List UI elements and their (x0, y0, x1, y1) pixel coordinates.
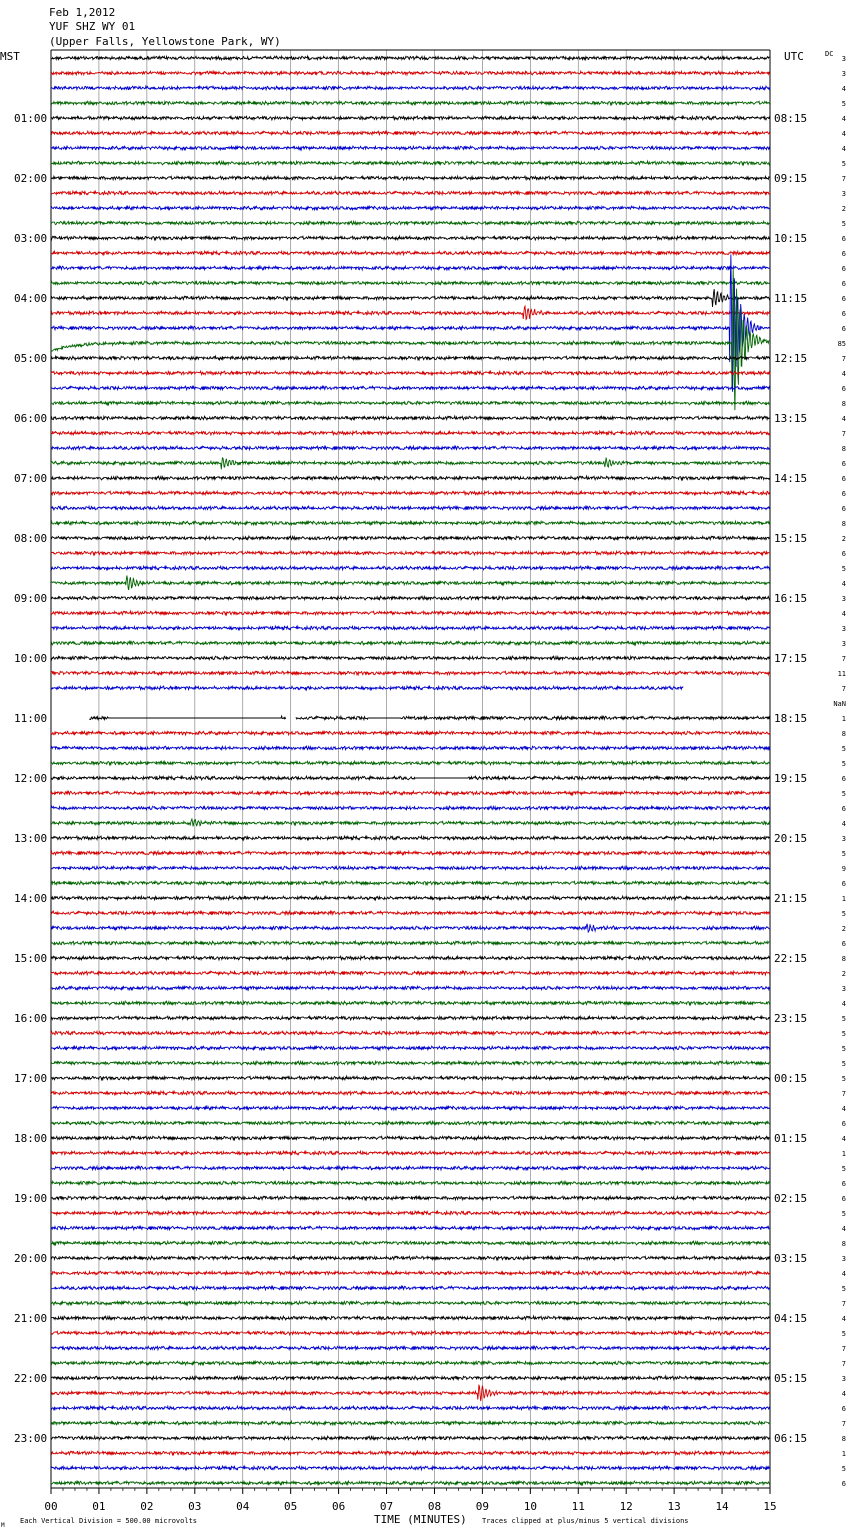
trace-row (51, 536, 770, 540)
dc-offset-value: 5 (841, 160, 846, 168)
trace-row (51, 1241, 770, 1245)
right-axis-label: UTC (784, 50, 804, 63)
dc-offset-value: 4 (841, 820, 846, 828)
dc-offset-value: 4 (841, 370, 846, 378)
trace-row (51, 71, 770, 75)
trace-row (51, 306, 770, 319)
dc-offset-value: 3 (841, 640, 846, 648)
trace-row (51, 671, 770, 675)
trace-row (51, 776, 770, 780)
trace-row (51, 191, 770, 195)
dc-offset-value: 8 (841, 1240, 846, 1248)
dc-offset-value: 6 (841, 265, 846, 273)
trace-row (51, 255, 770, 392)
trace-row (51, 851, 770, 855)
dc-offset-value: 4 (841, 1390, 846, 1398)
dc-offset-value: 4 (841, 580, 846, 588)
trace-row (51, 1016, 770, 1020)
trace-row (51, 1481, 770, 1485)
trace-row (51, 761, 770, 765)
left-axis-label: MST (0, 50, 20, 63)
dc-offset-value: 6 (841, 1120, 846, 1128)
header-station: YUF SHZ WY 01 (49, 20, 136, 33)
dc-offset-value: 5 (841, 1465, 846, 1473)
dc-offset-value: 6 (841, 250, 846, 258)
trace-row (51, 506, 770, 510)
trace-row (51, 656, 770, 660)
trace-row (51, 446, 770, 450)
x-tick-label: 12 (619, 1500, 633, 1513)
dc-offset-value: 2 (841, 970, 846, 978)
mst-hour-label: 19:00 (14, 1192, 48, 1205)
dc-offset-value: 5 (841, 760, 846, 768)
utc-hour-label: 03:15 (774, 1252, 808, 1265)
mst-hour-label: 22:00 (14, 1372, 48, 1385)
trace-row (51, 236, 770, 240)
mst-hour-label: 15:00 (14, 952, 48, 965)
utc-hour-label: 21:15 (774, 892, 808, 905)
trace-row (51, 356, 770, 360)
dc-offset-value: 4 (841, 415, 846, 423)
trace-row (51, 1286, 770, 1290)
dc-offset-value: 3 (841, 1375, 846, 1383)
utc-hour-label: 17:15 (774, 652, 808, 665)
dc-offset-value: 4 (841, 1270, 846, 1278)
trace-row (51, 371, 770, 375)
mst-hour-label: 03:00 (14, 232, 48, 245)
trace-row (51, 476, 770, 480)
trace-row (51, 1151, 770, 1155)
trace-row (51, 1346, 770, 1350)
trace-row (51, 1256, 770, 1260)
utc-hour-label: 15:15 (774, 532, 808, 545)
trace-row (51, 806, 770, 810)
dc-offset-value: 7 (841, 1360, 846, 1368)
dc-offset-value: 8 (841, 730, 846, 738)
x-tick-label: 00 (44, 1500, 58, 1513)
trace-row (51, 1331, 770, 1335)
trace-row (51, 1001, 770, 1005)
trace-rows (51, 56, 770, 1485)
dc-offset-value: 7 (841, 685, 846, 693)
dc-offset-value: 5 (841, 1330, 846, 1338)
trace-row (51, 641, 770, 645)
dc-offset-value: 3 (841, 55, 846, 63)
dc-offset-value: 6 (841, 475, 846, 483)
x-tick-label: 13 (667, 1500, 681, 1513)
trace-row (51, 521, 770, 525)
trace-row (51, 431, 770, 435)
dc-offset-value: 1 (841, 1450, 846, 1458)
dc-offset-value: 4 (841, 145, 846, 153)
dc-offset-value: 5 (841, 1210, 846, 1218)
trace-row (90, 716, 771, 720)
dc-offset-value: 1 (841, 715, 846, 723)
mst-hour-label: 20:00 (14, 1252, 48, 1265)
x-axis-title: TIME (MINUTES) (374, 1513, 467, 1526)
trace-row (51, 836, 770, 840)
utc-hour-label: 11:15 (774, 292, 808, 305)
mst-hour-label: 06:00 (14, 412, 48, 425)
dc-offset-column (833, 55, 846, 1488)
utc-hour-label: 14:15 (774, 472, 808, 485)
trace-row (51, 401, 770, 405)
trace-row (51, 1136, 770, 1140)
x-tick-label: 15 (763, 1500, 777, 1513)
utc-hour-label: 10:15 (774, 232, 808, 245)
dc-offset-value: 6 (841, 805, 846, 813)
dc-offset-value: 3 (841, 70, 846, 78)
dc-offset-value: 2 (841, 925, 846, 933)
trace-row (51, 266, 770, 270)
trace-row (51, 911, 770, 915)
dc-offset-value: NaN (833, 700, 846, 708)
scale-note: Each Vertical Division = 500.00 microvolts (20, 1517, 198, 1525)
dc-offset-value: 5 (841, 790, 846, 798)
trace-row (51, 1436, 770, 1440)
trace-row (51, 176, 770, 180)
trace-row (51, 596, 770, 600)
dc-offset-value: 5 (841, 1285, 846, 1293)
x-tick-label: 09 (475, 1500, 490, 1513)
mst-hour-label: 17:00 (14, 1072, 48, 1085)
trace-row (51, 866, 770, 870)
trace-row (51, 566, 770, 570)
dc-offset-value: 7 (841, 175, 846, 183)
dc-label: DC (825, 50, 834, 58)
trace-row (51, 1421, 770, 1425)
x-tick-label: 02 (140, 1500, 154, 1513)
trace-row (51, 116, 770, 120)
trace-row (51, 458, 770, 470)
utc-hour-label: 13:15 (774, 412, 808, 425)
clip-note: Traces clipped at plus/minus 5 vertical divisions (482, 1517, 689, 1525)
utc-hour-label: 00:15 (774, 1072, 808, 1085)
utc-hour-label: 01:15 (774, 1132, 808, 1145)
trace-row (51, 56, 770, 60)
trace-row (51, 1196, 770, 1200)
dc-offset-value: 6 (841, 490, 846, 498)
trace-row (51, 1091, 770, 1095)
trace-row (51, 101, 770, 105)
dc-offset-value: 7 (841, 430, 846, 438)
dc-offset-value: 8 (841, 445, 846, 453)
x-tick-label: 08 (427, 1500, 442, 1513)
trace-row (51, 941, 770, 945)
dc-offset-value: 5 (841, 100, 846, 108)
x-axis (44, 1488, 776, 1513)
x-tick-label: 05 (284, 1500, 298, 1513)
mst-hour-label: 04:00 (14, 292, 48, 305)
trace-row (51, 1406, 770, 1410)
mst-hour-label: 13:00 (14, 832, 48, 845)
trace-row (51, 731, 770, 735)
dc-offset-value: 4 (841, 130, 846, 138)
dc-offset-value: 8 (841, 955, 846, 963)
dc-offset-value: 5 (841, 1015, 846, 1023)
dc-offset-value: 7 (841, 1300, 846, 1308)
dc-offset-value: 3 (841, 835, 846, 843)
trace-row (51, 1211, 770, 1215)
utc-hour-label: 02:15 (774, 1192, 808, 1205)
trace-row (51, 1316, 770, 1320)
trace-row (51, 626, 770, 630)
dc-offset-value: 1 (841, 1150, 846, 1158)
trace-row (51, 1166, 770, 1170)
utc-hour-label: 16:15 (774, 592, 808, 605)
dc-offset-value: 1 (841, 895, 846, 903)
dc-offset-value: 4 (841, 115, 846, 123)
trace-row (51, 281, 770, 285)
dc-offset-value: 4 (841, 1105, 846, 1113)
dc-offset-value: 6 (841, 295, 846, 303)
trace-row (51, 1181, 770, 1185)
x-tick-label: 03 (188, 1500, 202, 1513)
dc-offset-value: 3 (841, 190, 846, 198)
dc-offset-value: 2 (841, 205, 846, 213)
trace-row (51, 1076, 770, 1080)
dc-offset-value: 3 (841, 625, 846, 633)
trace-row (51, 896, 770, 900)
dc-offset-value: 8 (841, 1435, 846, 1443)
trace-row (51, 386, 770, 390)
dc-offset-value: 5 (841, 220, 846, 228)
dc-offset-value: 11 (837, 670, 846, 678)
dc-offset-value: 6 (841, 505, 846, 513)
trace-row (51, 1376, 770, 1380)
mst-hour-label: 16:00 (14, 1012, 48, 1025)
trace-row (51, 956, 770, 960)
trace-row (51, 1226, 770, 1230)
dc-offset-value: 6 (841, 280, 846, 288)
trace-row (51, 551, 770, 555)
dc-offset-value: 6 (841, 310, 846, 318)
trace-row (51, 986, 770, 990)
dc-offset-value: 7 (841, 655, 846, 663)
mst-hour-label: 18:00 (14, 1132, 48, 1145)
mst-hour-label: 11:00 (14, 712, 48, 725)
trace-row (51, 1466, 770, 1470)
dc-offset-value: 4 (841, 1315, 846, 1323)
dc-offset-value: 6 (841, 1195, 846, 1203)
trace-row (51, 251, 770, 255)
x-tick-label: 07 (379, 1500, 394, 1513)
dc-offset-value: 4 (841, 85, 846, 93)
dc-offset-value: 5 (841, 745, 846, 753)
utc-hour-label: 12:15 (774, 352, 808, 365)
utc-hour-label: 05:15 (774, 1372, 808, 1385)
mst-hour-label: 02:00 (14, 172, 48, 185)
dc-offset-value: 6 (841, 1480, 846, 1488)
dc-offset-value: 6 (841, 325, 846, 333)
trace-row (51, 746, 770, 750)
mst-hour-label: 05:00 (14, 352, 48, 365)
trace-row (51, 1121, 770, 1125)
dc-offset-value: 2 (841, 535, 846, 543)
dc-offset-value: 4 (841, 610, 846, 618)
dc-offset-value: 7 (841, 355, 846, 363)
trace-row (51, 1451, 770, 1455)
dc-offset-value: 5 (841, 1075, 846, 1083)
dc-offset-value: 8 (841, 520, 846, 528)
mst-hour-labels (14, 112, 47, 1445)
utc-hour-label: 20:15 (774, 832, 808, 845)
dc-offset-value: 6 (841, 1180, 846, 1188)
dc-offset-value: 8 (841, 400, 846, 408)
utc-hour-label: 09:15 (774, 172, 808, 185)
dc-offset-value: 6 (841, 460, 846, 468)
trace-row (51, 131, 770, 135)
x-tick-label: 06 (331, 1500, 346, 1513)
trace-row (51, 221, 770, 225)
dc-offset-value: 7 (841, 1090, 846, 1098)
dc-offset-value: 5 (841, 1045, 846, 1053)
trace-row (51, 576, 770, 591)
mst-hour-label: 10:00 (14, 652, 48, 665)
header-location: (Upper Falls, Yellowstone Park, WY) (49, 35, 281, 48)
x-tick-label: 10 (523, 1500, 537, 1513)
trace-row (51, 146, 770, 150)
dc-offset-value: 5 (841, 565, 846, 573)
mst-hour-label: 12:00 (14, 772, 48, 785)
trace-row (51, 611, 770, 615)
x-tick-label: 14 (715, 1500, 729, 1513)
dc-offset-value: 5 (841, 850, 846, 858)
utc-hour-label: 22:15 (774, 952, 808, 965)
dc-offset-value: 6 (841, 775, 846, 783)
x-tick-label: 01 (92, 1500, 106, 1513)
utc-hour-label: 08:15 (774, 112, 808, 125)
trace-row (51, 289, 770, 307)
mst-hour-label: 09:00 (14, 592, 48, 605)
trace-row (51, 86, 770, 90)
x-tick-label: 04 (236, 1500, 250, 1513)
trace-row (51, 1385, 770, 1401)
dc-offset-value: 3 (841, 595, 846, 603)
dc-offset-value: 6 (841, 940, 846, 948)
dc-offset-value: 6 (841, 1405, 846, 1413)
mst-hour-label: 01:00 (14, 112, 48, 125)
utc-hour-label: 19:15 (774, 772, 808, 785)
trace-row (51, 1106, 770, 1110)
dc-offset-value: 4 (841, 1225, 846, 1233)
dc-offset-value: 3 (841, 985, 846, 993)
utc-hour-label: 06:15 (774, 1432, 808, 1445)
dc-offset-value: 4 (841, 1135, 846, 1143)
trace-row (51, 924, 770, 932)
dc-offset-value: 7 (841, 1345, 846, 1353)
dc-offset-value: 6 (841, 385, 846, 393)
dc-offset-value: 6 (841, 550, 846, 558)
trace-row (51, 161, 770, 165)
trace-row (51, 206, 770, 210)
utc-hour-label: 18:15 (774, 712, 808, 725)
dc-offset-value: 7 (841, 1420, 846, 1428)
dc-offset-value: 6 (841, 880, 846, 888)
mst-hour-label: 08:00 (14, 532, 48, 545)
trace-row (51, 971, 770, 975)
trace-row (51, 491, 770, 495)
dc-offset-value: 5 (841, 1060, 846, 1068)
trace-row (51, 881, 770, 885)
mst-hour-label: 07:00 (14, 472, 48, 485)
trace-row (51, 1301, 770, 1305)
trace-row (51, 686, 770, 690)
header-date: Feb 1,2012 (49, 6, 116, 19)
utc-hour-label: 04:15 (774, 1312, 808, 1325)
trace-row (51, 1046, 770, 1050)
mst-hour-label: 21:00 (14, 1312, 48, 1325)
trace-row (51, 1061, 770, 1065)
x-tick-label: 11 (571, 1500, 585, 1513)
mst-hour-label: 23:00 (14, 1432, 48, 1445)
trace-row (51, 416, 770, 420)
trace-row (51, 819, 770, 826)
dc-offset-value: 6 (841, 235, 846, 243)
dc-offset-value: 85 (837, 340, 846, 348)
dc-offset-value: 5 (841, 910, 846, 918)
dc-offset-value: 9 (841, 865, 846, 873)
utc-hour-labels (774, 112, 807, 1445)
utc-hour-label: 23:15 (774, 1012, 808, 1025)
trace-row (51, 1031, 770, 1035)
dc-offset-value: 5 (841, 1030, 846, 1038)
trace-row (51, 1271, 770, 1275)
corner-mark: M (1, 1522, 5, 1529)
dc-offset-value: 4 (841, 1000, 846, 1008)
trace-row (51, 791, 770, 795)
mst-hour-label: 14:00 (14, 892, 48, 905)
dc-offset-value: 5 (841, 1165, 846, 1173)
dc-offset-value: 3 (841, 1255, 846, 1263)
trace-row (51, 1361, 770, 1365)
